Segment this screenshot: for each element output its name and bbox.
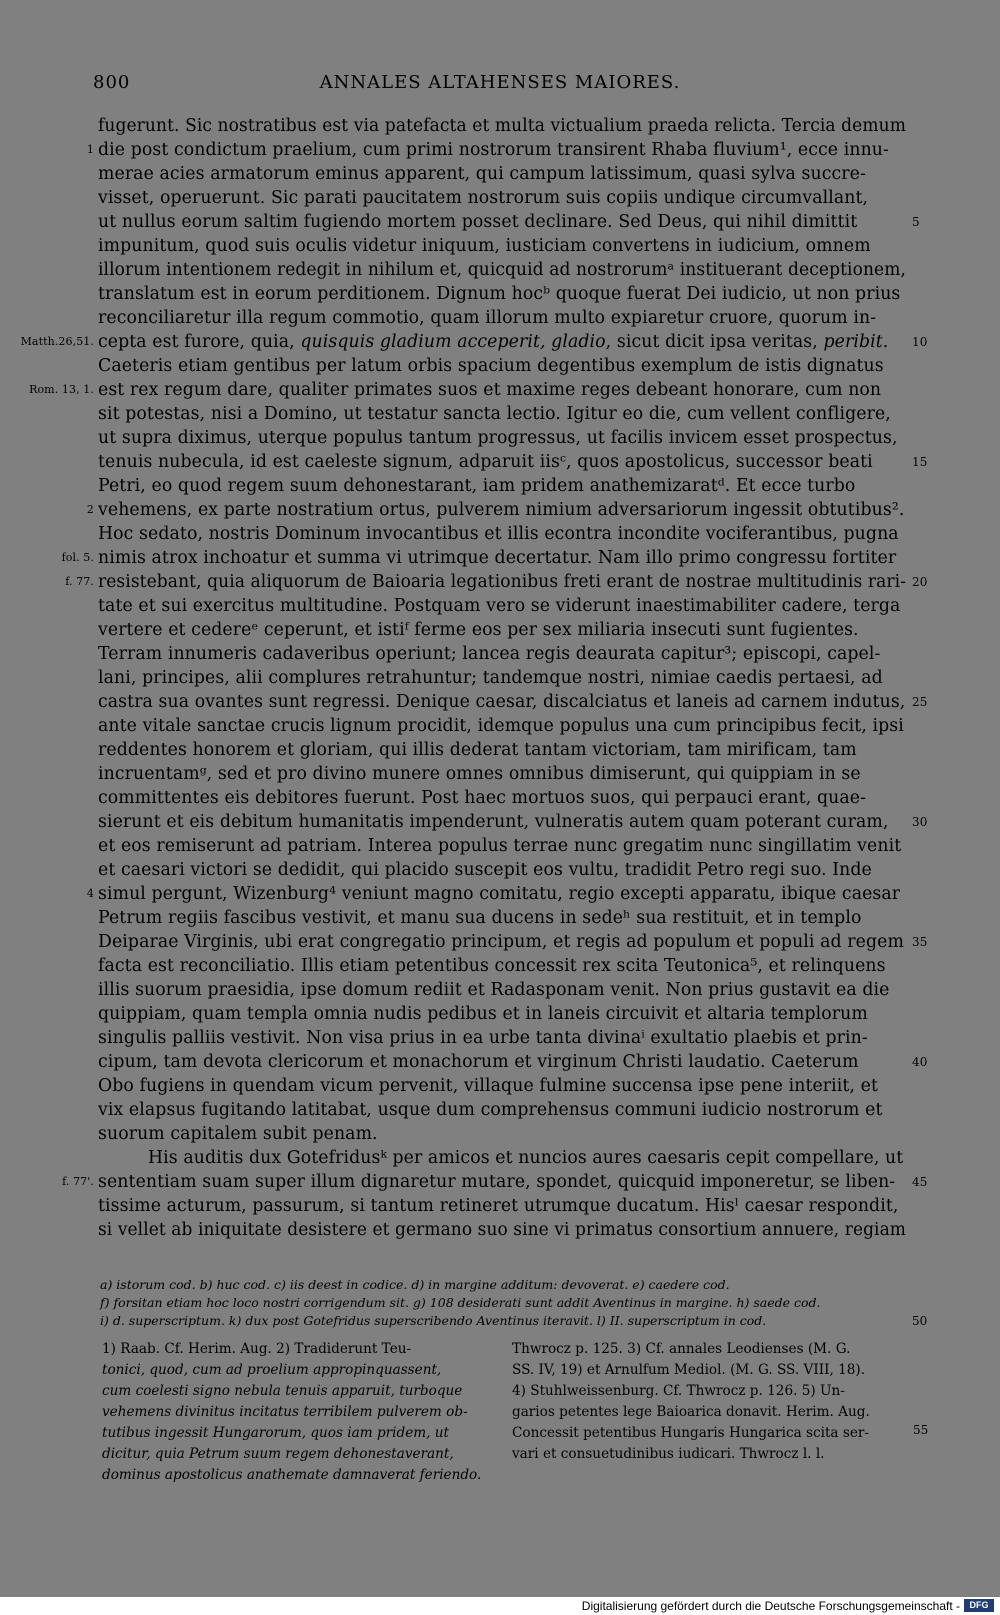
text-line — [98, 234, 906, 258]
text-line — [61, 546, 906, 570]
line-text: translatum est in eorum perditionem. Dignum hocᵇ quoque fuerat Dei iudicio, ut non prius — [98, 284, 901, 304]
line-text: die post condictum praelium, cum primi nostrorum transirent Rhaba fluvium¹, ecce innu- — [98, 140, 889, 160]
line-text: committentes eis debitores fuerunt. Post haec mortuos suos, qui perpauci erant, quae- — [98, 788, 867, 808]
text-line — [98, 1194, 906, 1218]
margin-reference: Rom. 13, 1. — [29, 383, 94, 396]
line-text: simul pergunt, Wizenburg⁴ veniunt magno comitatu, regio excepti apparatu, ibique caesar — [98, 884, 901, 904]
note-line: dicitur, quia Petrum suum regem dehonestaverant, — [102, 1446, 454, 1462]
footer-text: Digitalisierung gefördert durch die Deutsche Forschungsgemeinschaft - — [581, 1599, 960, 1613]
text-line — [98, 858, 906, 882]
margin-reference: 1 — [86, 143, 94, 156]
line-text: et eos remiserunt ad patriam. Interea populus terrae nunc gregatim nunc singillatim venit — [98, 836, 902, 856]
note-line: tonici, quod, cum ad proelium appropinquassent, — [102, 1362, 442, 1378]
margin-reference: f. 77. — [65, 575, 94, 588]
line-number: 20 — [912, 575, 928, 589]
note-line: tutibus ingessit Hungarorum, quos iam pridem, ut — [102, 1425, 449, 1441]
line-text: tenuis nubecula, id est caeleste signum, adparuit iisᶜ, quos apostolicus, successor beati — [98, 452, 873, 472]
text-line — [98, 978, 906, 1002]
line-text: Hoc sedato, nostris Dominum invocantibus et illis econtra incondite vociferantibus, pugna — [98, 524, 899, 544]
line-text: singulis palliis vestivit. Non visa prius in ea urbe tanta divinaⁱ exultatio plaebis et prin- — [98, 1028, 868, 1048]
line-text: si vellet ab iniquitate desistere et germano suo sine vi primatus consortium annuere, regiam — [98, 1220, 907, 1240]
line-text: reddentes honorem et gloriam, qui illis dederat tantam victoriam, tam mirificam, tam — [98, 740, 857, 760]
text-line — [98, 114, 906, 138]
line-text: fugerunt. Sic nostratibus est via patefacta et multa victualium praeda relicta. Tercia demum — [98, 116, 906, 136]
text-line — [98, 810, 928, 834]
line-text: Petri, eo quod regem suum dehonestarant, iam pridem anathemizaratᵈ. Et ecce turbo — [98, 476, 856, 496]
text-line — [98, 402, 906, 426]
text-line — [98, 354, 906, 378]
dfg-logo: DFG — [964, 1599, 994, 1612]
text-line — [98, 906, 906, 930]
line-text: illorum intentionem redegit in nihilum et, quicquid ad nostrorumᵃ instituerant deceptionem, — [98, 260, 907, 280]
text-line — [86, 138, 906, 162]
line-text: castra sua ovantes sunt regressi. Denique caesar, discalciatus et laneis ad carnem indutus, — [98, 692, 906, 712]
line-text: reconciliaretur illa regum commotio, quam illorum multo expiaretur cruore, quorum in- — [98, 308, 877, 328]
text-line — [29, 378, 906, 402]
text-line — [98, 690, 928, 714]
text-line — [20, 330, 928, 354]
footer — [0, 1597, 1000, 1615]
text-line — [98, 642, 906, 666]
text-line — [98, 1218, 906, 1242]
line-text: impunitum, quod suis oculis videtur iniquum, iusticiam convertens in iudicium, omnem — [98, 236, 871, 256]
note-line: vari et consuetudinibus iudicari. Thwrocz l. l. — [512, 1446, 825, 1462]
apparatus-line — [100, 1312, 928, 1330]
note-line — [512, 1465, 902, 1486]
apparatus-line — [100, 1276, 906, 1294]
note-line: garios petentes lege Baioarica donavit. Herim. Aug. — [512, 1404, 870, 1420]
line-text: nimis atrox inchoatur et summa vi utrimque decertatur. Nam illo primo congressu fortiter — [98, 548, 897, 568]
notes-line-number: 55 — [913, 1423, 929, 1437]
apparatus-text: a) istorum cod. b) huc cod. c) iis deest in codice. d) in margine additum: devoverat. e) caedere cod. — [100, 1277, 730, 1292]
line-text: cipum, tam devota clericorum et monachorum et virginum Christi laudatio. Caeterum — [98, 1052, 859, 1072]
text-line — [98, 282, 906, 306]
line-text: suorum capitalem subit penam. — [98, 1124, 378, 1144]
text-line — [98, 522, 906, 546]
line-text: resistebant, quia aliquorum de Baioaria legationibus freti erant de nostrae multitudinis rari- — [98, 572, 907, 592]
line-text: tissime acturum, passurum, si tantum retineret utrumque ducatum. Hisˡ caesar respondit, — [98, 1196, 899, 1216]
text-line — [98, 594, 906, 618]
note-line: 4) Stuhlweissenburg. Cf. Thwrocz p. 126. 5) Un- — [512, 1383, 845, 1399]
line-text: incruentamᵍ, sed et pro divino munere omnes omnibus dimiserunt, qui quippiam in se — [98, 764, 861, 784]
line-text: sierunt et eis debitum humanitatis impenderunt, vulneratis autem quam poterant curam, — [98, 812, 889, 832]
line-number: 40 — [912, 1055, 928, 1069]
text-line — [86, 882, 906, 906]
text-line — [86, 498, 906, 522]
line-text: His auditis dux Gotefridusᵏ per amicos et nuncios aures caesaris cepit compellare, ut — [148, 1148, 904, 1168]
text-line — [98, 258, 906, 282]
text-line — [98, 786, 906, 810]
line-number: 15 — [912, 455, 928, 469]
page-number: 800 — [93, 72, 131, 93]
line-text: sit potestas, nisi a Domino, ut testatur sancta lectio. Igitur eo die, cum vellent confligere, — [98, 404, 891, 424]
margin-reference: 4 — [86, 887, 94, 900]
note-line: Thwrocz p. 125. 3) Cf. annales Leodienses (M. G. — [512, 1341, 851, 1357]
apparatus-text: i) d. superscriptum. k) dux post Gotefridus superscribendo Aventinus iteravit. l) II. superscriptum in cod. — [100, 1313, 767, 1328]
note-line: Concessit petentibus Hungaris Hungarica scita ser- — [512, 1425, 869, 1441]
line-text: vix elapsus fugitando latitabat, usque dum comprehensus communi iudicio nostrorum et — [98, 1100, 883, 1120]
line-text: vertere et cedereᵉ ceperunt, et istiᶠ ferme eos per sex miliaria insecuti sunt fugientes. — [98, 620, 859, 640]
notes-column-right — [512, 1339, 902, 1486]
main-text — [20, 114, 928, 1242]
line-number: 50 — [912, 1314, 928, 1328]
line-text: quippiam, quam templa omnia nudis pedibus et in laneis circuivit et altaria templorum — [98, 1004, 868, 1024]
text-line — [98, 954, 906, 978]
text-line — [62, 1170, 928, 1194]
line-number: 30 — [912, 815, 928, 829]
line-text: Obo fugiens in quendam vicum pervenit, villaque fulmine succensa ipse pene interiit, et — [98, 1076, 879, 1096]
note-line: SS. IV, 19) et Arnulfum Mediol. (M. G. SS. VIII, 18). — [512, 1362, 866, 1378]
note-line: dominus apostolicus anathemate damnaverat feriendo. — [102, 1467, 482, 1483]
line-text: visset, operuerunt. Sic parati paucitatem nostrorum suis copiis undique circumvallant, — [98, 188, 869, 208]
line-text: vehemens, ex parte nostratium ortus, pulverem nimium adversariorum ingessit obtutibus². — [98, 500, 905, 520]
text-line — [98, 450, 928, 474]
line-text: Terram innumeris cadaveribus operiunt; lancea regis deaurata capitur³; episcopi, capel- — [98, 644, 881, 664]
text-line — [65, 570, 928, 594]
margin-reference: 2 — [86, 503, 94, 516]
critical-apparatus — [100, 1276, 928, 1330]
apparatus-text: f) forsitan etiam hoc loco nostri corrigendum sit. g) 108 desiderati sunt addit Aventinus in margine. h) saede cod. — [100, 1295, 821, 1310]
text-line — [98, 306, 906, 330]
line-number: 5 — [912, 215, 920, 229]
text-line — [98, 186, 906, 210]
margin-reference: fol. 5. — [61, 551, 94, 564]
line-text: ut supra diximus, uterque populus tantum progressus, ut facilis invicem esset prospectus, — [98, 428, 898, 448]
text-line — [98, 1026, 906, 1050]
line-text: illis suorum praesidia, ipse domum rediit et Radasponam venit. Non prius gustavit ea die — [98, 980, 890, 1000]
line-text: facta est reconciliatio. Illis etiam petentibus concessit rex scita Teutonica⁵, et relinquens — [98, 956, 886, 976]
text-line — [98, 834, 906, 858]
text-line — [98, 762, 906, 786]
text-line — [98, 930, 928, 954]
text-line — [98, 1002, 906, 1026]
notes-column-left — [102, 1339, 492, 1486]
apparatus-line — [100, 1294, 906, 1312]
text-line — [98, 714, 906, 738]
margin-reference: f. 77'. — [62, 1175, 94, 1188]
line-text: merae acies armatorum eminus apparent, qui campum latissimum, quasi sylva succre- — [98, 164, 866, 184]
text-line — [98, 162, 906, 186]
text-line — [98, 210, 920, 234]
line-text: est rex regum dare, qualiter primates suos et maxime reges debeant honorare, cum non — [98, 380, 882, 400]
line-text: lani, principes, alii complures retrahuntur; tandemque nostri, nimiae caedis pertaesi, ad — [98, 668, 883, 688]
line-text: Caeteris etiam gentibus per latum orbis spacium degentibus exemplum de istis dignatus — [98, 356, 884, 376]
text-line — [98, 1122, 906, 1146]
line-text: sententiam suam super illum dignaretur mutare, spondet, quicquid imponeretur, se liben- — [98, 1172, 896, 1192]
text-line — [98, 618, 906, 642]
line-text: cepta est furore, quia, quisquis gladium acceperit, gladio, sicut dicit ipsa veritas, peribit. — [98, 332, 889, 352]
text-line — [98, 474, 906, 498]
text-line — [98, 1050, 928, 1074]
line-text: Petrum regiis fascibus vestivit, et manu sua ducens in sedeʰ sua restituit, et in templo — [98, 908, 862, 928]
note-line: cum coelesti signo nebula tenuis apparuit, turboque — [102, 1383, 463, 1399]
text-line — [98, 738, 906, 762]
running-title: ANNALES ALTAHENSES MAIORES. — [319, 72, 681, 93]
text-line — [98, 426, 906, 450]
line-number: 10 — [912, 335, 928, 349]
note-line: vehemens divinitus incitatus terribilem pulverem ob- — [102, 1404, 468, 1420]
line-number: 45 — [912, 1175, 928, 1189]
text-line — [98, 1074, 906, 1098]
text-line — [98, 666, 906, 690]
line-number: 25 — [912, 695, 928, 709]
line-number: 35 — [912, 935, 928, 949]
note-line: 1) Raab. Cf. Herim. Aug. 2) Tradiderunt Teu- — [102, 1341, 412, 1357]
line-text: ut nullus eorum saltim fugiendo mortem posset declinare. Sed Deus, qui nihil dimittit — [98, 212, 858, 232]
margin-reference: Matth.26,51. — [20, 335, 94, 348]
text-line — [98, 1098, 906, 1122]
line-text: Deiparae Virginis, ubi erat congregatio principum, et regis ad populum et populi ad regem — [98, 932, 904, 952]
line-text: et caesari victori se dedidit, qui placido suscepit eos vultu, tradidit Petro regi suo. Inde — [98, 860, 872, 880]
line-text: ante vitale sanctae crucis lignum procidit, idemque populus una cum principibus fecit, ipsi — [98, 716, 904, 736]
text-line — [98, 1146, 906, 1170]
line-text: tate et sui exercitus multitudine. Postquam vero se viderunt inaestimabiliter cadere, terga — [98, 596, 901, 616]
